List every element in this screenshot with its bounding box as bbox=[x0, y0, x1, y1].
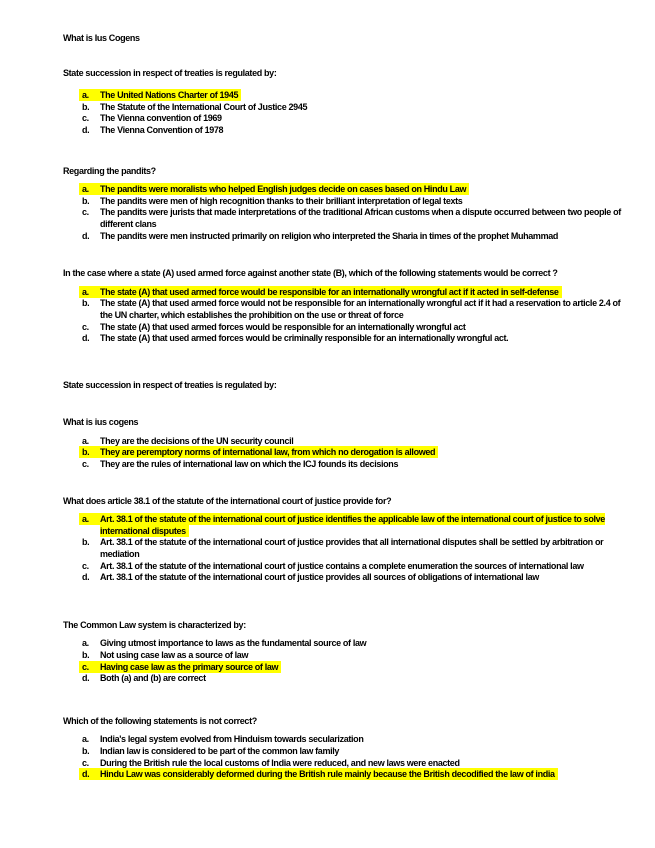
option-text: They are peremptory norms of international law, from which no derogation is allowed bbox=[100, 447, 436, 458]
option-letter: d. bbox=[82, 333, 90, 344]
option-letter: b. bbox=[82, 745, 90, 756]
option-letter: d. bbox=[82, 572, 90, 583]
option-row bbox=[63, 184, 629, 196]
option-letter: b. bbox=[82, 650, 90, 660]
option-line bbox=[82, 561, 584, 571]
option-row bbox=[63, 287, 629, 299]
option-text: Both (a) and (b) are correct bbox=[100, 673, 206, 684]
option-text: The pandits were jurists that made interpretations of the traditional African customs when a dispute occurred between two people of different clans bbox=[100, 207, 621, 229]
option-line bbox=[82, 183, 466, 195]
option-row bbox=[63, 125, 629, 137]
option-text: Art. 38.1 of the statute of the international court of justice identifies the applicable law of the international court of justice to solve international disputes bbox=[100, 514, 605, 536]
option-letter: a. bbox=[82, 90, 89, 101]
option-row bbox=[63, 231, 629, 243]
question-block bbox=[63, 268, 629, 345]
option-row bbox=[63, 102, 629, 114]
option-letter: d. bbox=[82, 673, 90, 684]
option-line bbox=[82, 673, 206, 683]
option-line bbox=[82, 459, 398, 469]
option-text: Art. 38.1 of the statute of the international court of justice contains a complete enumeration the sources of international law bbox=[100, 560, 584, 571]
option-line bbox=[82, 572, 539, 582]
option-text: The state (A) that used armed forces would be responsible for an internationally wrongful act bbox=[100, 321, 466, 332]
option-row bbox=[63, 207, 629, 230]
option-letter: c. bbox=[82, 113, 89, 124]
option-text: Hindu Law was considerably deformed during the British rule mainly because the British decodified the law of india bbox=[100, 769, 555, 780]
options-list bbox=[63, 436, 629, 471]
option-text: Having case law as the primary source of law bbox=[100, 661, 279, 672]
question-block bbox=[63, 380, 629, 392]
option-letter: b. bbox=[82, 195, 90, 206]
options-list bbox=[63, 638, 629, 684]
question-text: Regarding the pandits? bbox=[63, 165, 156, 176]
option-letter: c. bbox=[82, 661, 89, 672]
option-letter: a. bbox=[82, 286, 89, 297]
option-letter: a. bbox=[82, 184, 89, 195]
option-text: The state (A) that used armed forces would be criminally responsible for an internationally wrongful act. bbox=[100, 333, 509, 344]
option-text: The United Nations Charter of 1945 bbox=[100, 90, 239, 101]
question-text: State succession in respect of treaties is regulated by: bbox=[63, 67, 277, 78]
option-line bbox=[82, 196, 462, 206]
option-line bbox=[82, 537, 603, 559]
question-text: What is ius cogens bbox=[63, 417, 139, 428]
option-text: India's legal system evolved from Hinduism towards secularization bbox=[100, 734, 364, 745]
option-letter: a. bbox=[82, 638, 89, 649]
option-row bbox=[63, 734, 629, 746]
question-text: What is Ius Cogens bbox=[63, 33, 140, 43]
option-line bbox=[82, 768, 555, 780]
option-line bbox=[82, 758, 460, 768]
option-text: The pandits were moralists who helped English judges decide on cases based on Hindu Law bbox=[100, 184, 467, 195]
option-row bbox=[63, 662, 629, 674]
option-line bbox=[82, 661, 278, 673]
option-text: Art. 38.1 of the statute of the international court of justice provides all sources of obligations of international law bbox=[100, 572, 539, 583]
question-block bbox=[63, 33, 629, 45]
option-line bbox=[82, 650, 248, 660]
option-line bbox=[82, 298, 620, 320]
question-text: What does article 38.1 of the statute of the international court of justice provide for? bbox=[63, 495, 392, 506]
option-line bbox=[82, 746, 339, 756]
option-letter: d. bbox=[82, 124, 90, 135]
option-row bbox=[63, 537, 629, 560]
option-line bbox=[82, 322, 466, 332]
option-line bbox=[82, 333, 508, 343]
option-row bbox=[63, 459, 629, 471]
option-line bbox=[82, 125, 223, 135]
option-line bbox=[82, 102, 307, 112]
option-text: During the British rule the local customs of India were reduced, and new laws were enacted bbox=[100, 757, 460, 768]
options-list bbox=[63, 90, 629, 136]
option-text: Art. 38.1 of the statute of the international court of justice provides that all international disputes shall be settled by arbitration or mediation bbox=[100, 537, 604, 560]
option-text: Not using case law as a source of law bbox=[100, 650, 249, 660]
option-line bbox=[82, 436, 293, 446]
option-letter: a. bbox=[82, 514, 89, 525]
option-letter: a. bbox=[82, 435, 89, 446]
option-row bbox=[63, 769, 629, 781]
option-row bbox=[63, 113, 629, 125]
option-text: They are the rules of international law on which the ICJ founds its decisions bbox=[100, 459, 399, 470]
option-text: The state (A) that used armed force would be responsible for an internationally wrongful act if it acted in self-defense bbox=[100, 286, 559, 297]
option-row bbox=[63, 561, 629, 573]
option-row bbox=[63, 514, 629, 537]
option-letter: c. bbox=[82, 207, 89, 218]
question-block bbox=[63, 496, 629, 584]
options-list bbox=[63, 287, 629, 345]
question-text: Which of the following statements is not correct? bbox=[63, 715, 257, 726]
option-letter: d. bbox=[82, 769, 90, 780]
option-line bbox=[82, 638, 366, 648]
option-letter: c. bbox=[82, 321, 89, 332]
option-text: The pandits were men instructed primarily on religion who interpreted the Sharia in times of the prophet Muhammad bbox=[100, 230, 559, 241]
option-text: Indian law is considered to be part of the common law family bbox=[100, 745, 340, 756]
option-letter: d. bbox=[82, 230, 90, 241]
option-letter: b. bbox=[82, 101, 90, 112]
option-row bbox=[63, 673, 629, 685]
option-row bbox=[63, 196, 629, 208]
option-row bbox=[63, 638, 629, 650]
question-text: The Common Law system is characterized by: bbox=[63, 619, 246, 630]
option-letter: c. bbox=[82, 459, 89, 470]
question-block bbox=[63, 716, 629, 781]
option-letter: c. bbox=[82, 757, 89, 768]
option-text: The state (A) that used armed force would not be responsible for an internationally wrongful act if it had a reservation to article 2.4 of the UN charter, which establishes the prohibition on the use or threat of force bbox=[100, 298, 621, 320]
option-letter: b. bbox=[82, 537, 90, 548]
option-line bbox=[82, 286, 559, 298]
option-line bbox=[82, 207, 621, 229]
option-row bbox=[63, 322, 629, 334]
option-line bbox=[82, 513, 605, 537]
options-list bbox=[63, 514, 629, 584]
option-text: The Vienna convention of 1969 bbox=[100, 113, 222, 124]
option-text: The pandits were men of high recognition thanks to their brilliant interpretation of legal texts bbox=[100, 195, 463, 206]
question-block bbox=[63, 417, 629, 470]
option-row bbox=[63, 90, 629, 102]
question-block bbox=[63, 620, 629, 685]
option-line bbox=[82, 446, 435, 458]
option-row bbox=[63, 650, 629, 662]
option-line bbox=[82, 113, 222, 123]
option-row bbox=[63, 333, 629, 345]
options-list bbox=[63, 734, 629, 780]
question-block bbox=[63, 68, 629, 137]
option-letter: a. bbox=[82, 734, 89, 745]
option-letter: b. bbox=[82, 447, 90, 458]
options-list bbox=[63, 184, 629, 242]
option-text: They are the decisions of the UN security council bbox=[100, 435, 294, 446]
question-text: In the case where a state (A) used armed force against another state (B), which of the following statements would be correct ? bbox=[63, 268, 558, 279]
option-row bbox=[63, 298, 629, 321]
option-letter: b. bbox=[82, 298, 90, 309]
question-text: State succession in respect of treaties is regulated by: bbox=[63, 379, 277, 390]
option-line bbox=[82, 734, 363, 744]
option-line bbox=[82, 231, 558, 241]
option-row bbox=[63, 746, 629, 758]
question-block bbox=[63, 166, 629, 243]
option-text: The Vienna Convention of 1978 bbox=[100, 124, 224, 135]
option-letter: c. bbox=[82, 560, 89, 571]
option-row bbox=[63, 572, 629, 584]
questions-container bbox=[63, 33, 629, 781]
option-text: Giving utmost importance to laws as the fundamental source of law bbox=[100, 638, 367, 649]
option-line bbox=[82, 89, 238, 101]
option-row bbox=[63, 447, 629, 459]
option-text: The Statute of the International Court of Justice 2945 bbox=[100, 101, 308, 112]
